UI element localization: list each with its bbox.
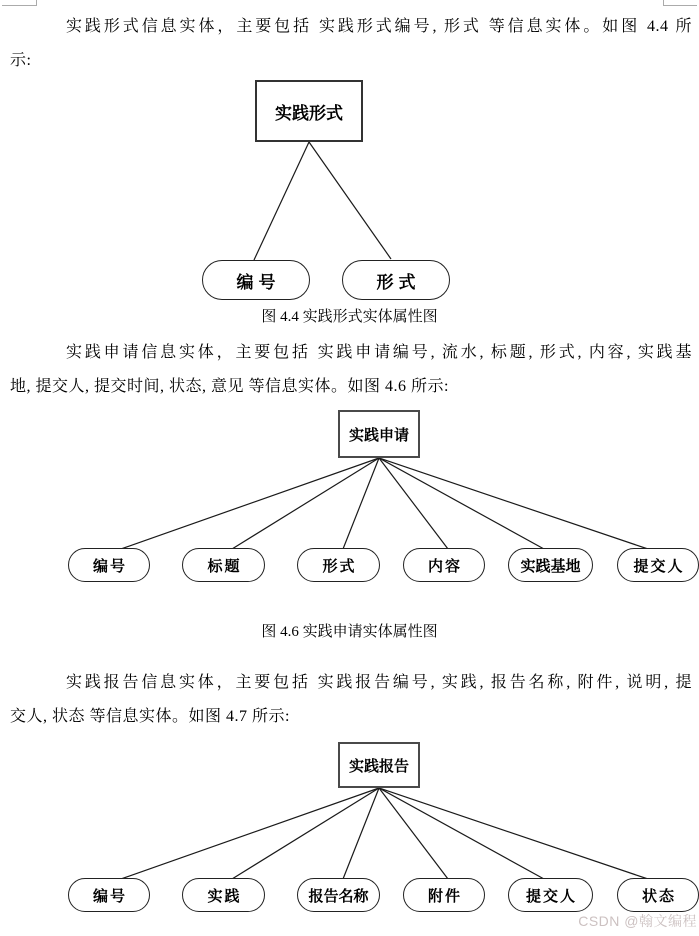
entity-box-practice-form (255, 80, 363, 142)
figure-caption-4-6: 图 4.6 实践申请实体属性图 (261, 624, 438, 640)
entity-label: 实践报告 (348, 758, 409, 775)
attribute-label: 内容 (427, 558, 462, 575)
paragraph-2-line-1: 实践申请信息实体，主要包括 实践申请编号, 流水, 标题, 形式, 内容, 实践基 (66, 344, 692, 361)
paragraph-2-line-2: 地, 提交人, 提交时间, 状态, 意见 等信息实体。如图 4.6 所示: (10, 378, 449, 395)
paragraph-3-line-2: 交人, 状态 等信息实体。如图 4.7 所示: (10, 708, 290, 725)
attribute-ellipse (182, 878, 265, 912)
attribute-ellipse (403, 878, 485, 912)
attribute-label: 标题 (207, 558, 242, 575)
attribute-ellipse (182, 548, 265, 582)
attribute-ellipse (68, 548, 150, 582)
attribute-ellipse (297, 548, 380, 582)
figure-caption-4-4: 图 4.4 实践形式实体属性图 (261, 309, 438, 325)
attribute-ellipse (403, 548, 485, 582)
attribute-ellipse (342, 260, 450, 300)
attribute-label: 提交人 (525, 888, 577, 905)
attribute-ellipse (617, 878, 699, 912)
diagram3-connectors (121, 788, 648, 879)
attribute-ellipse (68, 878, 150, 912)
margin-crop-mark (2, 0, 697, 6)
attribute-label: 状态 (641, 888, 676, 905)
entity-label: 实践申请 (348, 427, 409, 444)
attribute-label: 形式 (376, 272, 421, 292)
paragraph-1-line-2: 示: (10, 52, 32, 69)
entity-box-practice-application (338, 410, 420, 458)
attribute-label: 编号 (92, 888, 127, 905)
attribute-label: 编号 (92, 558, 127, 575)
attribute-ellipse (297, 878, 380, 912)
attribute-label: 提交人 (633, 558, 685, 575)
attribute-label: 报告名称 (308, 888, 369, 905)
watermark: CSDN @翰文编程 (578, 913, 697, 929)
attribute-ellipse (508, 878, 593, 912)
attribute-ellipse (617, 548, 699, 582)
attribute-ellipse (202, 260, 310, 300)
paragraph-3-line-1: 实践报告信息实体，主要包括 实践报告编号, 实践, 报告名称, 附件, 说明, 提 (66, 674, 692, 691)
entity-label: 实践形式 (275, 103, 343, 123)
diagram2-connectors (121, 458, 648, 549)
entity-box-practice-report (338, 742, 420, 788)
attribute-label: 实践基地 (520, 558, 581, 575)
attribute-label: 附件 (427, 888, 462, 905)
paragraph-1-line-1: 实践形式信息实体，主要包括 实践形式编号, 形式 等信息实体。如图 4.4 所 (66, 18, 692, 35)
attribute-label: 形式 (322, 558, 357, 575)
attribute-label: 编号 (236, 272, 281, 292)
diagram1-connectors (254, 142, 391, 260)
attribute-label: 实践 (207, 888, 242, 905)
attribute-ellipse (508, 548, 593, 582)
